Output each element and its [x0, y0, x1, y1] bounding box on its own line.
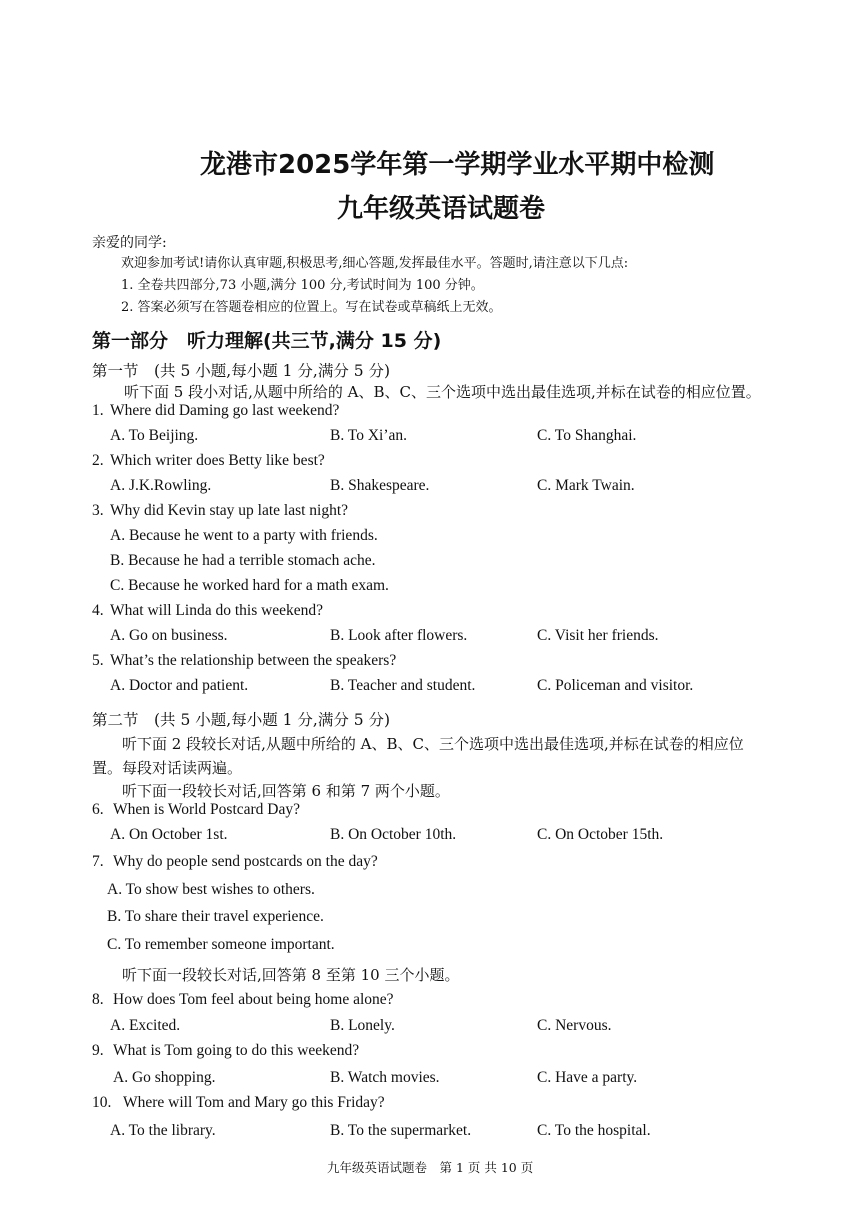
- question-4-option-a: A. Go on business.: [110, 627, 228, 644]
- question-3-option-a: A. Because he went to a party with friends.: [110, 527, 378, 544]
- section1-instruction: 听下面 5 段小对话,从题中所给的 A、B、C、三个选项中选出最佳选项,并标在试卷的相应位置。: [124, 383, 761, 401]
- question-2-option-a: A. J.K.Rowling.: [110, 477, 212, 494]
- question-8-option-c: C. Nervous.: [537, 1017, 612, 1034]
- question-10-text: Where will Tom and Mary go this Friday?: [123, 1094, 385, 1111]
- notice-greeting: 亲爱的同学:: [92, 235, 167, 251]
- section2-instruction-line2: 置。每段对话读两遍。: [92, 759, 243, 777]
- section2-heading: 第二节 (共 5 小题,每小题 1 分,满分 5 分): [92, 711, 391, 729]
- section2-instruction-line1: 听下面 2 段较长对话,从题中所给的 A、B、C、三个选项中选出最佳选项,并标在试卷的相应位: [122, 735, 744, 753]
- question-6-option-a: A. On October 1st.: [110, 826, 228, 843]
- question-5-option-c: C. Policeman and visitor.: [537, 677, 694, 694]
- question-5-number: 5.: [92, 652, 104, 669]
- question-2-text: Which writer does Betty like best?: [110, 452, 325, 469]
- question-10-option-b: B. To the supermarket.: [330, 1122, 472, 1139]
- dialog2-intro: 听下面一段较长对话,回答第 8 至第 10 三个小题。: [122, 966, 460, 984]
- question-9-option-b: B. Watch movies.: [330, 1069, 440, 1086]
- question-1-option-c: C. To Shanghai.: [537, 427, 637, 444]
- exam-title-line1: 龙港市2025学年第一学期学业水平期中检测: [200, 150, 715, 180]
- question-1-option-b: B. To Xi’an.: [330, 427, 407, 444]
- question-10-number: 10.: [92, 1094, 112, 1111]
- dialog1-intro: 听下面一段较长对话,回答第 6 和第 7 两个小题。: [122, 782, 450, 800]
- part1-heading: 第一部分 听力理解(共三节,满分 15 分): [92, 330, 442, 352]
- question-7-number: 7.: [92, 853, 104, 870]
- question-5-option-b: B. Teacher and student.: [330, 677, 476, 694]
- question-4-text: What will Linda do this weekend?: [110, 602, 324, 619]
- question-6-option-b: B. On October 10th.: [330, 826, 457, 843]
- question-9-option-a: A. Go shopping.: [113, 1069, 216, 1086]
- question-8-option-a: A. Excited.: [110, 1017, 181, 1034]
- question-10-option-a: A. To the library.: [110, 1122, 216, 1139]
- question-4-option-c: C. Visit her friends.: [537, 627, 659, 644]
- question-6-option-c: C. On October 15th.: [537, 826, 664, 843]
- question-7-text: Why do people send postcards on the day?: [113, 853, 378, 870]
- question-5-text: What’s the relationship between the speakers?: [110, 652, 397, 669]
- question-4-number: 4.: [92, 602, 104, 619]
- question-3-number: 3.: [92, 502, 104, 519]
- question-5-option-a: A. Doctor and patient.: [110, 677, 249, 694]
- question-10-option-c: C. To the hospital.: [537, 1122, 651, 1139]
- question-1-option-a: A. To Beijing.: [110, 427, 199, 444]
- question-7-option-b: B. To share their travel experience.: [107, 908, 324, 925]
- question-4-option-b: B. Look after flowers.: [330, 627, 468, 644]
- question-9-text: What is Tom going to do this weekend?: [113, 1042, 360, 1059]
- question-2-number: 2.: [92, 452, 104, 469]
- question-2-option-c: C. Mark Twain.: [537, 477, 635, 494]
- question-9-option-c: C. Have a party.: [537, 1069, 638, 1086]
- question-2-option-b: B. Shakespeare.: [330, 477, 430, 494]
- page-footer: 九年级英语试题卷 第 1 页 共 10 页: [327, 1160, 534, 1175]
- question-3-option-b: B. Because he had a terrible stomach ache.: [110, 552, 376, 569]
- question-8-option-b: B. Lonely.: [330, 1017, 395, 1034]
- notice-rule-1: 1. 全卷共四部分,73 小题,满分 100 分,考试时间为 100 分钟。: [121, 278, 484, 293]
- question-3-option-c: C. Because he worked hard for a math exam.: [110, 577, 389, 594]
- question-1-number: 1.: [92, 402, 104, 419]
- question-9-number: 9.: [92, 1042, 104, 1059]
- notice-rule-2: 2. 答案必须写在答题卷相应的位置上。写在试卷或草稿纸上无效。: [121, 300, 502, 315]
- question-6-text: When is World Postcard Day?: [113, 801, 301, 818]
- question-7-option-a: A. To show best wishes to others.: [107, 881, 315, 898]
- question-3-text: Why did Kevin stay up late last night?: [110, 502, 349, 519]
- exam-title-line2: 九年级英语试题卷: [337, 194, 546, 224]
- question-1-text: Where did Daming go last weekend?: [110, 402, 340, 419]
- notice-intro: 欢迎参加考试!请你认真审题,积极思考,细心答题,发挥最佳水平。答题时,请注意以下几点:: [121, 256, 629, 271]
- question-8-text: How does Tom feel about being home alone?: [113, 991, 394, 1008]
- question-6-number: 6.: [92, 801, 104, 818]
- question-8-number: 8.: [92, 991, 104, 1008]
- question-7-option-c: C. To remember someone important.: [107, 936, 335, 953]
- section1-heading: 第一节 (共 5 小题,每小题 1 分,满分 5 分): [92, 362, 391, 380]
